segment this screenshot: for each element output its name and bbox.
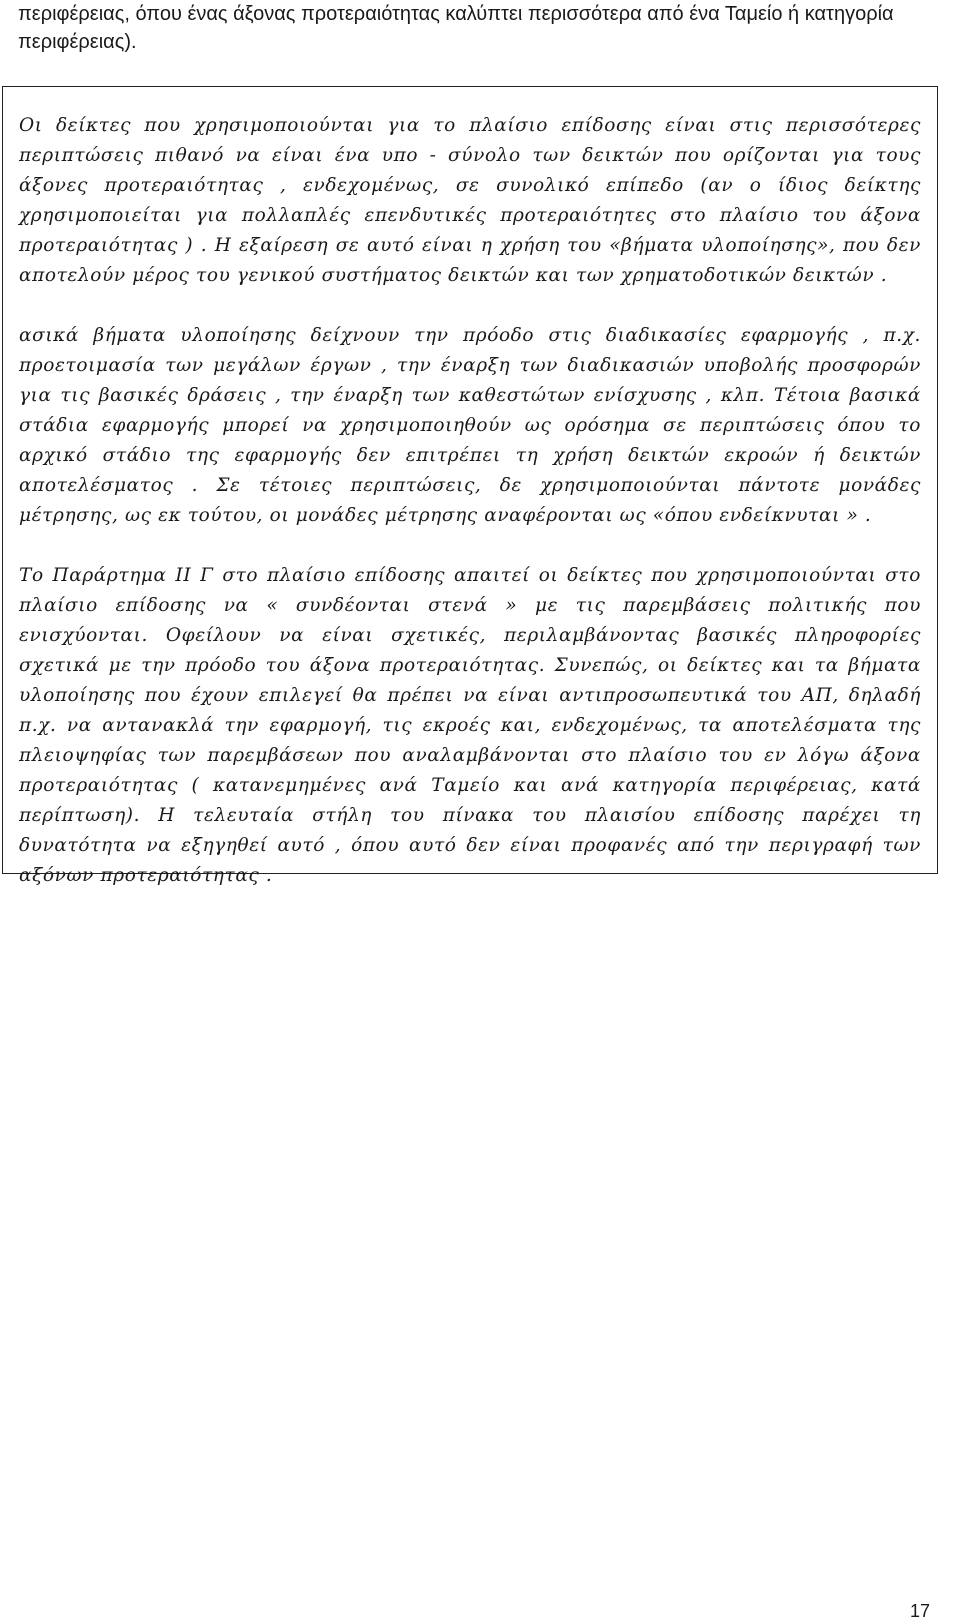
page-number: 17 (909, 1601, 930, 1621)
paragraph-annex: Το Παράρτημα ΙΙ Γ στο πλαίσιο επίδοσης απαιτεί οι δείκτες που χρησιμοποιούνται στο πλαίσιο επίδοσης να « συνδέονται στενά » με τις παρεμβάσεις πολιτικής που ενισχύονται. Οφείλουν να είναι σχετικές, περιλαμβάνοντας βασικές πληροφορίες σχετικά με την πρόοδο του άξονα προτεραιότητας. Συνεπώς, οι δείκτες και τα βήματα υλοποίησης που έχουν επιλεγεί θα πρέπει να είναι αντιπροσωπευτικά του ΑΠ, δηλαδή π.χ. να αντανακλά την εφαρμογή, τις εκροές και, ενδεχομένως, τα αποτελέσματα της πλειοψηφίας των παρεμβάσεων που αναλαμβάνονται στο πλαίσιο του εν λόγω άξονα προτεραιότητας ( κατανεμημένες ανά Ταμείο και ανά κατηγορία περιφέρειας, κατά περίπτωση). Η τελευταία στήλη του πίνακα του πλαισίου επίδοσης παρέχει τη δυνατότητα να εξηγηθεί αυτό , όπου αυτό δεν είναι προφανές από την περιγραφή των αξόνων προτεραιότητας . (19, 565, 921, 886)
paragraph-indicators: Οι δείκτες που χρησιμοποιούνται για το πλαίσιο επίδοσης είναι στις περισσότερες περιπτώσεις πιθανό να είναι ένα υπο - σύνολο των δεικτών που ορίζονται για τους άξονες προτεραιότητας , ενδεχομένως, σε συνολικό επίπεδο (αν ο ίδιος δείκτης χρησιμοποιείται για πολλαπλές επενδυτικές προτεραιότητες στο πλαίσιο του άξονα προτεραιότητας ) . Η εξαίρεση σε αυτό είναι η χρήση του «βήματα υλοποίησης», που δεν αποτελούν μέρος του γενικού συστήματος δεικτών και των χρηματοδοτικών δεικτών . (19, 115, 921, 286)
intro-text: περιφέρειας, όπου ένας άξονας προτεραιότητας καλύπτει περισσότερα από ένα Ταμείο ή κατηγορία περιφέρειας). (18, 3, 894, 53)
boxed-section (2, 86, 938, 886)
paragraph-key-steps: ασικά βήματα υλοποίησης δείχνουν την πρόοδο στις διαδικασίες εφαρμογής , π.χ. προετοιμασία των μεγάλων έργων , την έναρξη των διαδικασιών υποβολής προσφορών για τις βασικές δράσεις , την έναρξη των καθεστώτων ενίσχυσης , κλπ. Τέτοια βασικά στάδια εφαρμογής μπορεί να χρησιμοποιηθούν ως ορόσημα σε περιπτώσεις όπου το αρχικό στάδιο της εφαρμογής δεν επιτρέπει τη χρήση δεικτών εκροών ή δεικτών αποτελέσματος . Σε τέτοιες περιπτώσεις, δε χρησιμοποιούνται πάντοτε μονάδες μέτρησης, ως εκ τούτου, οι μονάδες μέτρησης αναφέρονται ως «όπου ενδείκνυται » . (19, 325, 921, 526)
